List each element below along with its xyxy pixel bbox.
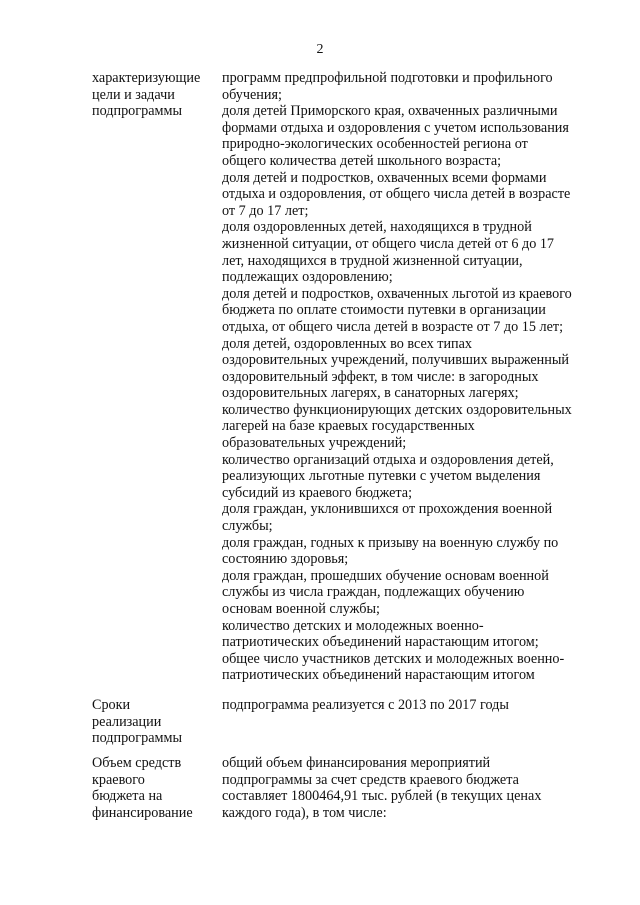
- content-line: доля оздоровленных детей, находящихся в трудной: [222, 219, 532, 236]
- content-line: формами отдыха и оздоровления с учетом использования: [222, 119, 569, 136]
- content-line: общее число участников детских и молодежных военно-: [222, 650, 565, 667]
- content-line: программ предпрофильной подготовки и профильного: [222, 70, 553, 86]
- content-line: лет, находящихся в трудной жизненной ситуации,: [222, 252, 523, 269]
- content-line: обучения;: [222, 86, 282, 103]
- row-label: [92, 697, 210, 747]
- row-label: [92, 755, 210, 821]
- label-line: финансирование: [92, 804, 193, 821]
- content-line: патриотических объединений нарастающим итогом: [222, 667, 535, 684]
- content-line: доля детей Приморского края, охваченных различными: [222, 103, 558, 120]
- content-line: подпрограмма реализуется с 2013 по 2017 годы: [222, 697, 509, 713]
- row-content: [222, 755, 589, 821]
- content-line: подпрограммы за счет средств краевого бюджета: [222, 771, 519, 788]
- label-line: подпрограммы: [92, 103, 182, 120]
- content-line: доля граждан, прошедших обучение основам военной: [222, 567, 549, 584]
- label-line: реализации: [92, 713, 162, 730]
- page-number: 2: [316, 42, 324, 57]
- content-line: оздоровительный эффект, в том числе: в загородных: [222, 368, 539, 385]
- content-line: службы из числа граждан, подлежащих обучению: [222, 584, 525, 601]
- row-label: [92, 70, 210, 120]
- content-line: образовательных учреждений;: [222, 435, 407, 452]
- row-content: [222, 697, 589, 714]
- content-line: отдыха, от общего числа детей в возрасте от 7 до 15 лет;: [222, 318, 564, 335]
- content-line: природно-экологических особенностей региона от: [222, 136, 528, 153]
- label-line: подпрограммы: [92, 730, 182, 747]
- content-line: бюджета по оплате стоимости путевки в организации: [222, 302, 546, 319]
- content-line: от 7 до 17 лет;: [222, 202, 309, 219]
- content-line: общего количества детей школьного возраста;: [222, 152, 502, 169]
- row-content: [222, 70, 589, 684]
- label-line: характеризующие: [92, 70, 201, 86]
- content-line: доля граждан, годных к призыву на военную службу по: [222, 534, 559, 551]
- content-line: доля детей и подростков, охваченных льготой из краевого: [222, 285, 572, 302]
- label-line: Сроки: [92, 697, 131, 713]
- content-line: лагерей на базе краевых государственных: [222, 418, 475, 435]
- content-line: реализующих льготные путевки с учетом выделения: [222, 468, 541, 485]
- content-line: доля детей и подростков, охваченных всеми формами: [222, 169, 547, 186]
- label-line: цели и задачи: [92, 86, 175, 103]
- content-line: подлежащих оздоровлению;: [222, 269, 393, 286]
- label-line: бюджета на: [92, 788, 163, 805]
- content-line: службы;: [222, 518, 273, 535]
- content-line: доля граждан, уклонившихся от прохождения военной: [222, 501, 553, 518]
- content-line: количество детских и молодежных военно-: [222, 617, 484, 634]
- content-line: оздоровительных лагерях, в санаторных лагерях;: [222, 385, 519, 402]
- content-line: общий объем финансирования мероприятий: [222, 755, 491, 771]
- label-line: краевого: [92, 771, 145, 788]
- content-line: оздоровительных учреждений, получивших выраженный: [222, 352, 569, 369]
- label-line: Объем средств: [92, 755, 182, 771]
- content-line: количество организаций отдыха и оздоровления детей,: [222, 451, 554, 468]
- content-line: количество функционирующих детских оздоровительных: [222, 401, 572, 418]
- content-line: каждого года), в том числе:: [222, 804, 387, 821]
- content-line: доля детей, оздоровленных во всех типах: [222, 335, 473, 352]
- content-line: состоянию здоровья;: [222, 551, 349, 568]
- content-line: жизненной ситуации, от общего числа детей от 6 до 17: [222, 235, 555, 252]
- content-line: основам военной службы;: [222, 601, 380, 617]
- content-line: отдыха и оздоровления, от общего числа детей в возрасте: [222, 186, 571, 203]
- content-line: составляет 1800464,91 тыс. рублей (в текущих ценах: [222, 788, 542, 805]
- content-line: субсидий из краевого бюджета;: [222, 484, 413, 501]
- content-line: патриотических объединений нарастающим итогом;: [222, 634, 539, 651]
